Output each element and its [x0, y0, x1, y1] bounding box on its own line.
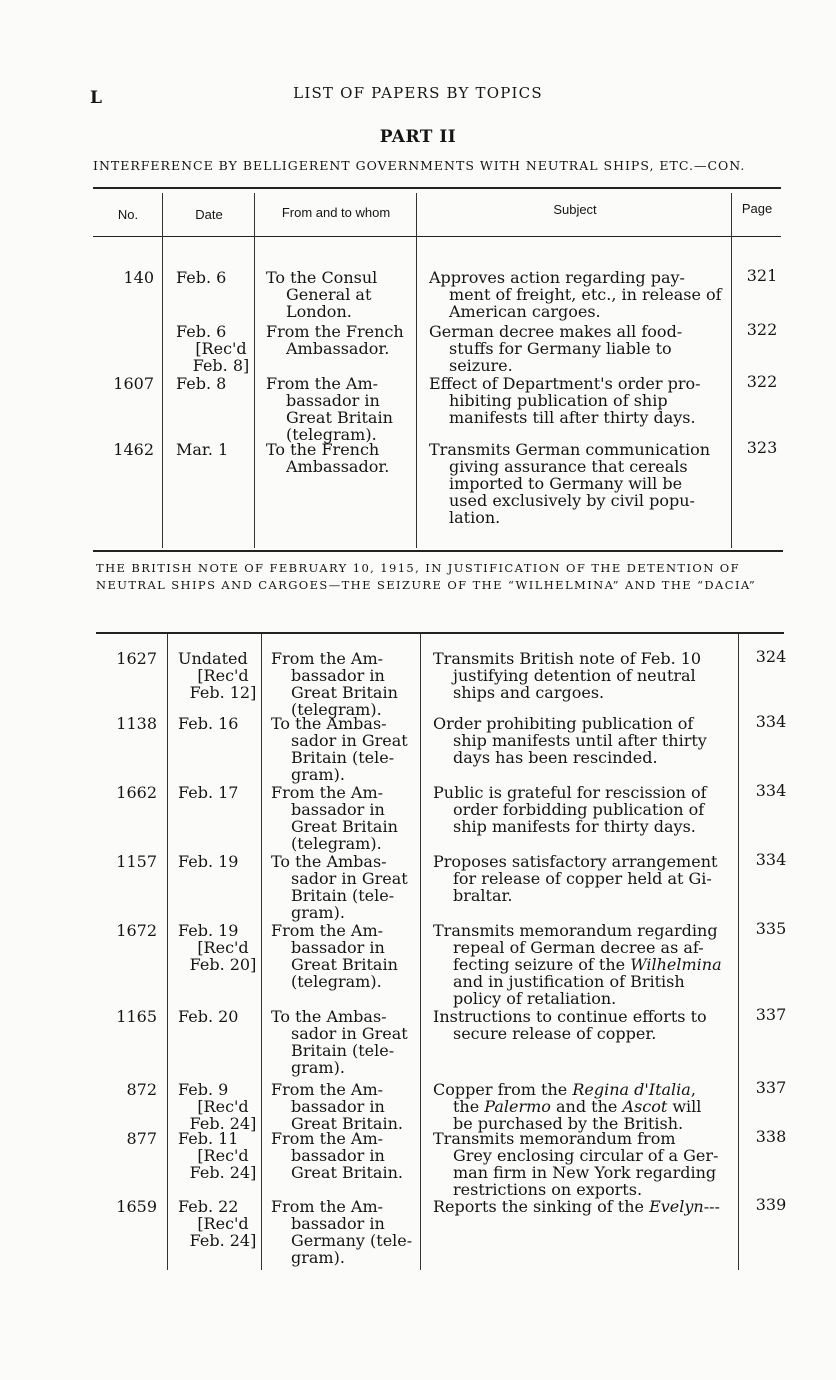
date-line: [Rec'd — [197, 1097, 249, 1116]
date-line: Feb. 24] — [189, 1114, 257, 1133]
from-to-line: Ambassador. — [286, 457, 390, 476]
subject-line: and in justification of British — [453, 972, 685, 991]
subject-line: repeal of German decree as af- — [453, 938, 704, 957]
subject-cell — [433, 784, 733, 835]
doc-number: 1138 — [116, 714, 157, 733]
from-to-cell — [266, 269, 421, 320]
col-header-no: No. — [117, 207, 139, 222]
from-to-line: London. — [286, 302, 352, 321]
subject-cell — [433, 1198, 733, 1215]
subject-line: American cargoes. — [449, 302, 601, 321]
date-line: [Rec'd — [197, 1146, 249, 1165]
date-cell — [178, 1130, 268, 1181]
doc-number: 1607 — [113, 374, 154, 393]
subject-line: Proposes satisfactory arrangement — [433, 852, 718, 871]
from-to-line: sador in Great — [291, 731, 408, 750]
table2-col-divider — [738, 634, 739, 1270]
from-to-cell — [271, 1130, 426, 1181]
subject-line: German decree makes all food- — [429, 322, 683, 341]
from-to-line: Great Britain — [291, 817, 398, 836]
subject-cell — [433, 922, 733, 1007]
subject-cell — [433, 853, 733, 904]
date-line: Undated — [178, 649, 248, 668]
page-number: 334 — [755, 850, 787, 869]
date-cell — [178, 650, 268, 701]
col-header-subject: Subject — [553, 202, 597, 217]
from-to-line: gram). — [291, 1058, 345, 1077]
from-to-line: To the Ambas- — [271, 1007, 387, 1026]
from-to-line: sador in Great — [291, 1024, 408, 1043]
page-number: 337 — [755, 1005, 787, 1024]
from-to-cell — [271, 784, 426, 852]
page-number: 321 — [746, 266, 778, 285]
date-line: Feb. 24] — [189, 1163, 257, 1182]
doc-number: 1165 — [116, 1007, 157, 1026]
from-to-line: From the Am- — [271, 1197, 384, 1216]
from-to-line: gram). — [291, 1248, 345, 1267]
date-cell — [176, 441, 266, 458]
from-to-line: Britain (tele- — [291, 886, 395, 905]
from-to-line: sador in Great — [291, 869, 408, 888]
doc-number: 1662 — [116, 783, 157, 802]
date-line: Feb. 22 — [178, 1197, 239, 1216]
from-to-line: bassador in — [291, 1097, 385, 1116]
from-to-cell — [266, 441, 421, 475]
section-heading: INTERFERENCE BY BELLIGERENT GOVERNMENTS WITH NEUTRAL SHIPS, ETC.—CON. — [93, 158, 746, 173]
from-to-line: (telegram). — [286, 425, 377, 444]
subject-cell — [429, 323, 729, 374]
date-line: Feb. 9 — [178, 1080, 229, 1099]
from-to-line: Great Britain — [291, 955, 398, 974]
subject-line: giving assurance that cereals — [449, 457, 688, 476]
date-line: [Rec'd — [197, 1214, 249, 1233]
date-cell — [176, 323, 266, 374]
subject-line: Transmits German communication — [429, 440, 711, 459]
table1-col-divider — [416, 193, 417, 548]
doc-number: 872 — [126, 1080, 157, 1099]
table1-col-divider — [731, 193, 732, 548]
subject-line: lation. — [449, 508, 501, 527]
from-to-line: bassador in — [291, 666, 385, 685]
from-to-cell — [266, 375, 421, 443]
section2-heading: THE BRITISH NOTE OF FEBRUARY 10, 1915, IN JUSTIFICATION OF THE DETENTION OF NEUTRAL SHIPS AND CARGOES—THE SEIZURE OF THE “WILHELMINA” AND THE “DACIA” — [96, 561, 757, 592]
subject-line: imported to Germany will be — [449, 474, 683, 493]
col-header-page: Page — [741, 201, 773, 216]
page-number: 334 — [755, 781, 787, 800]
date-line: Feb. 24] — [189, 1231, 257, 1250]
from-to-line: (telegram). — [291, 700, 382, 719]
subject-line: ship manifests until after thirty — [453, 731, 707, 750]
table1-col-divider — [162, 193, 163, 548]
subject-line: Public is grateful for rescission of — [433, 783, 707, 802]
subject-line: ment of freight, etc., in release of — [449, 285, 722, 304]
subject-cell — [429, 269, 729, 320]
date-line: Feb. 12] — [189, 683, 257, 702]
page-number: 322 — [746, 320, 778, 339]
from-to-line: From the French — [266, 322, 404, 341]
date-cell — [178, 1198, 268, 1249]
from-to-line: From the Am- — [271, 649, 384, 668]
from-to-line: gram). — [291, 903, 345, 922]
subject-line: ships and cargoes. — [453, 683, 605, 702]
col-header-date: Date — [195, 207, 223, 222]
from-to-line: Germany (tele- — [291, 1231, 413, 1250]
subject-line: policy of retaliation. — [453, 989, 617, 1008]
table1-bottom-rule — [93, 550, 783, 552]
subject-line: for release of copper held at Gi- — [453, 869, 712, 888]
from-to-line: From the Am- — [266, 374, 379, 393]
from-to-cell — [271, 1008, 426, 1076]
subject-cell — [433, 715, 733, 766]
subject-line: seizure. — [449, 356, 513, 375]
date-cell — [176, 375, 266, 392]
date-line: Feb. 20] — [189, 955, 257, 974]
page-number: 334 — [755, 712, 787, 731]
subject-line: Grey enclosing circular of a Ger- — [453, 1146, 719, 1165]
subject-line: restrictions on exports. — [453, 1180, 643, 1199]
doc-number: 1627 — [116, 649, 157, 668]
from-to-line: Great Britain — [291, 683, 398, 702]
table2-top-rule — [96, 632, 784, 634]
subject-line: Copper from the Regina d'Italia, — [433, 1080, 696, 1099]
running-head: LIST OF PAPERS BY TOPICS — [293, 84, 543, 102]
table1-top-rule — [93, 187, 781, 189]
from-to-line: To the Consul — [266, 268, 378, 287]
subject-line: braltar. — [453, 886, 513, 905]
from-to-line: Great Britain. — [291, 1163, 403, 1182]
date-cell — [178, 853, 268, 870]
date-line: [Rec'd — [197, 938, 249, 957]
from-to-cell — [271, 922, 426, 990]
subject-line: Instructions to continue efforts to — [433, 1007, 707, 1026]
subject-cell — [429, 441, 729, 526]
from-to-line: gram). — [291, 765, 345, 784]
from-to-line: Great Britain. — [291, 1114, 403, 1133]
from-to-cell — [271, 650, 426, 718]
date-line: [Rec'd — [195, 339, 247, 358]
doc-number: 1157 — [116, 852, 157, 871]
subject-line: man firm in New York regarding — [453, 1163, 717, 1182]
date-line: Feb. 19 — [178, 921, 239, 940]
date-line: Feb. 8 — [176, 374, 227, 393]
subject-line: stuffs for Germany liable to — [449, 339, 672, 358]
subject-cell — [433, 1081, 733, 1132]
page-number: 324 — [755, 647, 787, 666]
date-line: [Rec'd — [197, 666, 249, 685]
from-to-cell — [271, 1081, 426, 1132]
subject-line: Reports the sinking of the Evelyn--- — [433, 1197, 720, 1216]
table2-col-divider — [167, 634, 168, 1270]
subject-line: be purchased by the British. — [453, 1114, 684, 1133]
date-line: Feb. 11 — [178, 1129, 239, 1148]
col-header-from-to: From and to whom — [281, 205, 391, 220]
date-line: Feb. 8] — [192, 356, 250, 375]
from-to-cell — [271, 715, 426, 783]
from-to-line: bassador in — [291, 800, 385, 819]
from-to-cell — [271, 853, 426, 921]
folio: L — [90, 88, 102, 108]
from-to-line: (telegram). — [291, 972, 382, 991]
doc-number: 1659 — [116, 1197, 157, 1216]
subject-line: Transmits British note of Feb. 10 — [433, 649, 702, 668]
from-to-line: Great Britain — [286, 408, 393, 427]
subject-line: the Palermo and the Ascot will — [453, 1097, 702, 1116]
from-to-line: bassador in — [291, 1214, 385, 1233]
doc-number: 877 — [126, 1129, 157, 1148]
date-line: Mar. 1 — [176, 440, 229, 459]
date-cell — [178, 715, 268, 732]
date-cell — [176, 269, 266, 286]
subject-line: ship manifests for thirty days. — [453, 817, 696, 836]
from-to-line: bassador in — [286, 391, 380, 410]
date-line: Feb. 6 — [176, 268, 227, 287]
from-to-cell — [266, 323, 421, 357]
subject-cell — [429, 375, 729, 426]
from-to-line: From the Am- — [271, 921, 384, 940]
from-to-cell — [271, 1198, 426, 1266]
subject-cell — [433, 650, 733, 701]
subject-line: Transmits memorandum from — [433, 1129, 676, 1148]
subject-line: fecting seizure of the Wilhelmina — [453, 955, 722, 974]
date-line: Feb. 17 — [178, 783, 239, 802]
from-to-line: To the Ambas- — [271, 852, 387, 871]
page-number: 322 — [746, 372, 778, 391]
page-number: 339 — [755, 1195, 787, 1214]
date-cell — [178, 1081, 268, 1132]
doc-number: 1672 — [116, 921, 157, 940]
subject-line: Order prohibiting publication of — [433, 714, 694, 733]
date-line: Feb. 20 — [178, 1007, 239, 1026]
subject-line: manifests till after thirty days. — [449, 408, 696, 427]
subject-line: Approves action regarding pay- — [429, 268, 685, 287]
date-line: Feb. 19 — [178, 852, 239, 871]
from-to-line: From the Am- — [271, 1129, 384, 1148]
subject-line: hibiting publication of ship — [449, 391, 668, 410]
from-to-line: bassador in — [291, 1146, 385, 1165]
date-line: Feb. 16 — [178, 714, 239, 733]
from-to-line: To the Ambas- — [271, 714, 387, 733]
from-to-line: bassador in — [291, 938, 385, 957]
from-to-line: From the Am- — [271, 1080, 384, 1099]
date-cell — [178, 784, 268, 801]
subject-cell — [433, 1130, 733, 1198]
subject-line: secure release of copper. — [453, 1024, 657, 1043]
date-line: Feb. 6 — [176, 322, 227, 341]
doc-number: 1462 — [113, 440, 154, 459]
date-cell — [178, 1008, 268, 1025]
from-to-line: To the French — [266, 440, 380, 459]
subject-line: Transmits memorandum regarding — [433, 921, 718, 940]
page-number: 338 — [755, 1127, 787, 1146]
subject-line: Effect of Department's order pro- — [429, 374, 701, 393]
table1-header-rule — [93, 236, 781, 237]
page-number: 323 — [746, 438, 778, 457]
subject-cell — [433, 1008, 733, 1042]
from-to-line: Britain (tele- — [291, 748, 395, 767]
from-to-line: General at — [286, 285, 372, 304]
subject-line: used exclusively by civil popu- — [449, 491, 695, 510]
page-number: 335 — [755, 919, 787, 938]
subject-line: justifying detention of neutral — [453, 666, 696, 685]
from-to-line: From the Am- — [271, 783, 384, 802]
page-number: 337 — [755, 1078, 787, 1097]
from-to-line: Britain (tele- — [291, 1041, 395, 1060]
subject-line: days has been rescinded. — [453, 748, 658, 767]
subject-line: order forbidding publication of — [453, 800, 705, 819]
doc-number: 140 — [123, 268, 154, 287]
from-to-line: (telegram). — [291, 834, 382, 853]
date-cell — [178, 922, 268, 973]
from-to-line: Ambassador. — [286, 339, 390, 358]
part-title: PART II — [379, 127, 457, 147]
